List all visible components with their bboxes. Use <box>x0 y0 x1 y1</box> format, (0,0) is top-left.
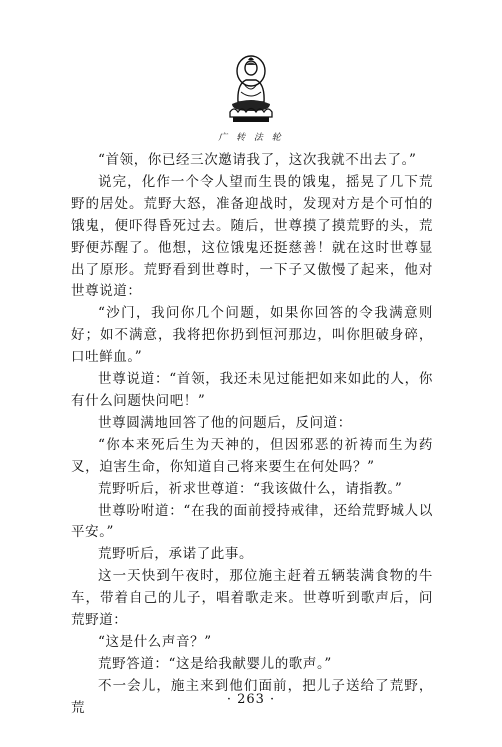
paragraph: “这是什么声音？” <box>98 633 212 650</box>
book-title-header: 广 转 法 轮 <box>218 133 284 143</box>
paragraph: 这一天快到午夜时，那位施主赶着五辆装满食物的牛车，带着自己的儿子，唱着歌走来。世尊听到歌声后，问荒野道： <box>71 568 433 629</box>
paragraph: 荒野听后，祈求世尊道：“我该做什么，请指教。” <box>98 480 403 497</box>
paragraph: 说完，化作一个令人望而生畏的饿鬼，摇晃了几下荒野的居处。荒野大怒，准备迎战时，发现对方是个可怕的饿鬼，便吓得昏死过去。随后，世尊摸了摸荒野的头，荒野便苏醒了。他想，这位饿鬼还挺慈善！就在这时世尊显出了原形。荒野看到世尊时，一下子又傲慢了起来，他对世尊说道： <box>71 173 433 300</box>
paragraph: “首领，你已经三次邀请我了，这次我就不出去了。” <box>98 152 417 168</box>
seated-buddha-icon <box>226 54 276 126</box>
page-number: · 263 · <box>226 692 276 707</box>
paragraph: 世尊圆满地回答了他的问题后，反问道： <box>98 414 352 431</box>
paragraph: “你本来死后生为天神的，但因邪恶的祈祷而生为药叉，迫害生命，你知道自己将来要生在何处吗？” <box>71 436 433 475</box>
body-text <box>71 150 433 720</box>
paragraph: 荒野听后，承诺了此事。 <box>98 546 254 563</box>
paragraph: 世尊说道：“首领，我还未见过能把如来如此的人，你有什么问题快问吧！” <box>71 371 433 409</box>
paragraph: “沙门，我问你几个问题，如果你回答的令我满意则好；如不满意，我将把你扔到恒河那边，叫你胆破身碎，口吐鲜血。” <box>71 305 433 366</box>
paragraph: 世尊吩咐道：“在我的面前授持戒律，还给荒野城人以平安。” <box>71 502 433 541</box>
paragraph: 不一会儿，施主来到他们面前，把儿子送给了荒野，荒 <box>71 677 433 716</box>
paragraph: 荒野答道：“这是给我献婴儿的歌声。” <box>98 655 332 672</box>
